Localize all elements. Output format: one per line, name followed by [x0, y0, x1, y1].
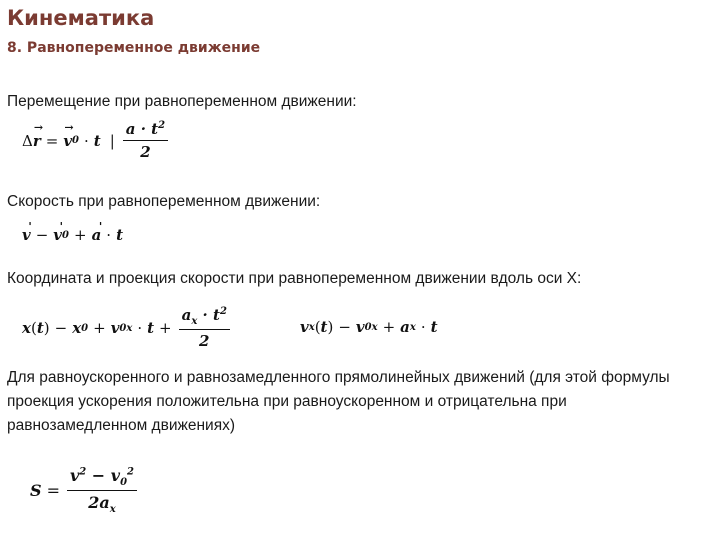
page-title: Кинематика	[7, 6, 155, 30]
condition-paragraph: Для равноускоренного и равнозамедленного прямолинейных движений (для этой формулы проекция ускорения положительна при равноускоренном и отрицательна при равнозамедленном движениях)	[7, 369, 670, 434]
displacement-formula: Δ r → = v → 0 · t | $\frac{a \cdot t^2}{2}$	[22, 120, 170, 161]
coordinate-label: Координата и проекция скорости при равнопеременном движении вдоль оси X:	[7, 270, 582, 287]
velocity-projection-formula: v x ( t ) − v 0x + a x · t	[300, 318, 438, 336]
displacement-label: Перемещение при равнопеременном движении:	[7, 93, 357, 110]
page-subtitle: 8. Равнопеременное движение	[7, 40, 261, 56]
coordinate-formula: x ( t ) − x 0 + v 0x · t + $\frac{a_x \cdot t^2}{2}$	[22, 306, 232, 350]
velocity-label: Скорость при равнопеременном движении:	[7, 193, 321, 210]
path-formula: S = $\frac{v^2 - v_0^2}{2a_x}$	[30, 466, 139, 515]
velocity-formula: v ' − v ' 0 + a ' · t	[22, 226, 123, 244]
